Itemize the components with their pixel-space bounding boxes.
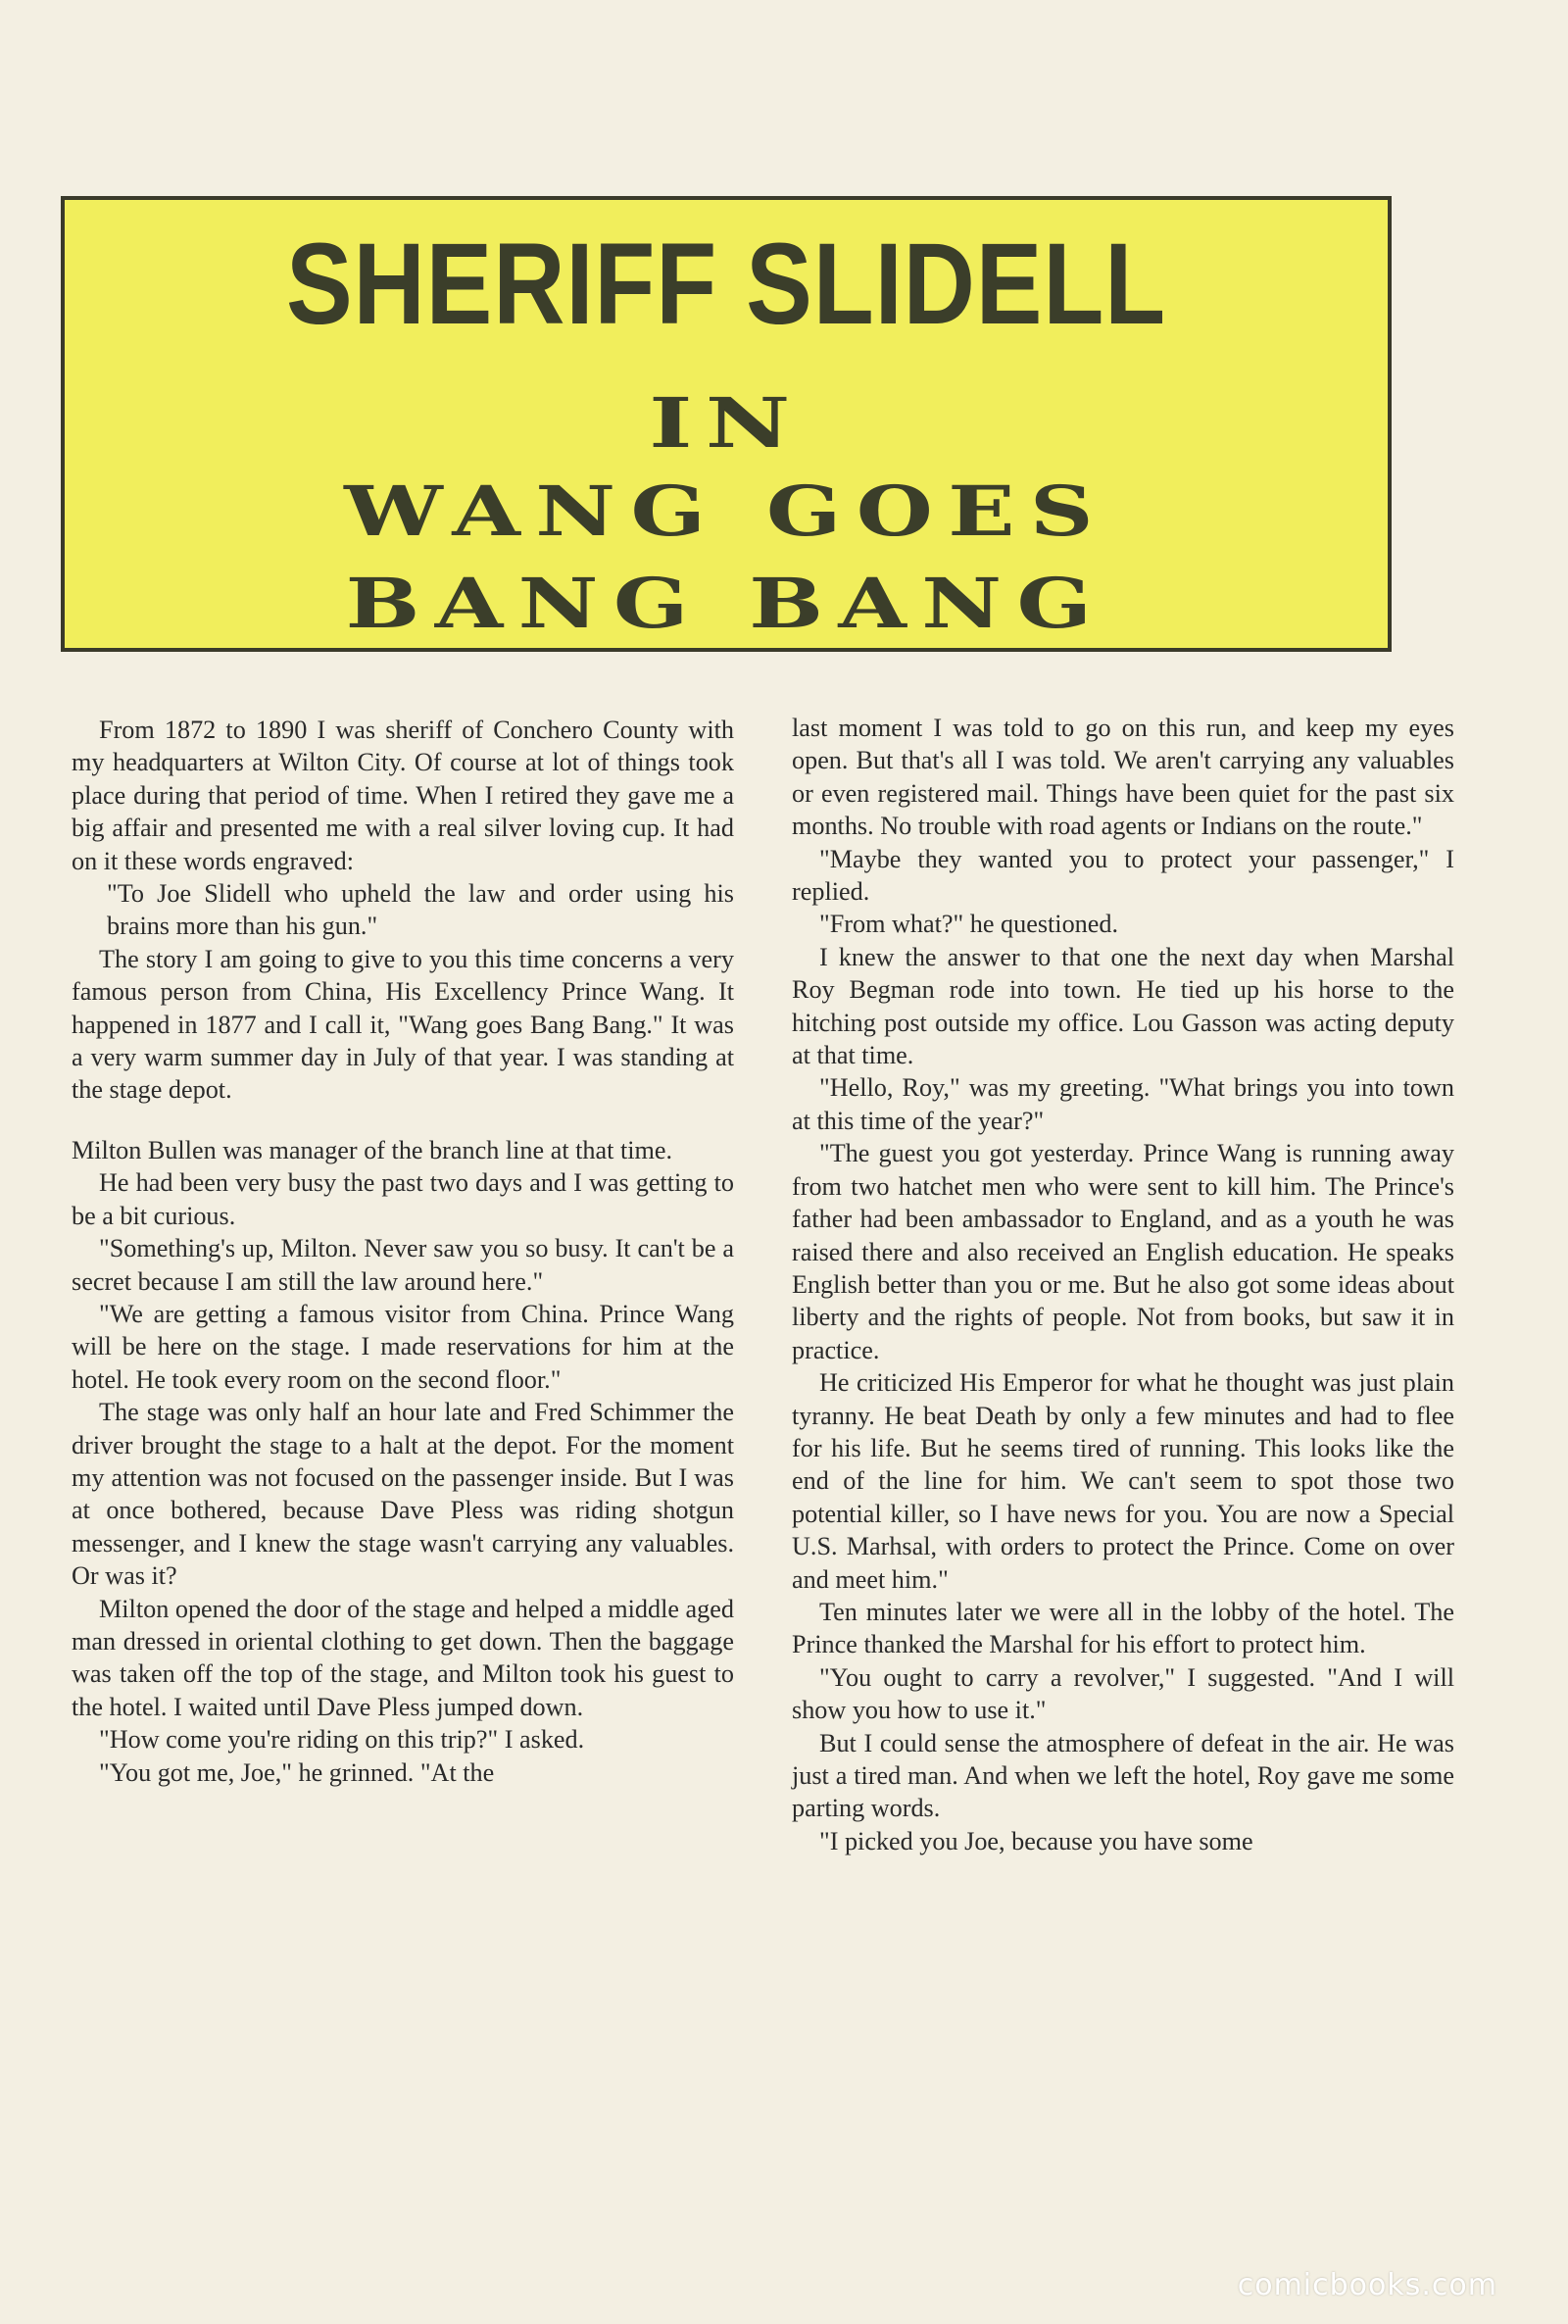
story-paragraph: "You got me, Joe," he grinned. "At the bbox=[99, 1757, 495, 1787]
story-paragraph: "You ought to carry a revolver," I suggested. "And I will show you how to use it." bbox=[792, 1662, 1454, 1725]
title-line-sheriff-slidell: SHERIFF SLIDELL bbox=[285, 220, 1167, 349]
story-paragraph: The story I am going to give to you this time concerns a very famous person from China, His Excellency Prince Wang. It happened in 1877 and I call it, "Wang goes Bang Bang." It was a very warm summer day in July of that year. I was standing at the stage depot. bbox=[72, 944, 734, 1105]
story-column-right bbox=[792, 712, 1454, 1857]
story-paragraph: "From what?" he questioned. bbox=[819, 910, 1119, 939]
story-paragraph: Milton Bullen was manager of the branch line at that time. bbox=[72, 1135, 673, 1164]
story-column-left bbox=[72, 714, 734, 1789]
story-paragraph: I knew the answer to that one the next day when Marshal Roy Begman rode into town. He tied up his horse to the hitching post outside my office. Lou Gasson was acting deputy at that time. bbox=[792, 942, 1454, 1070]
story-paragraph: "Something's up, Milton. Never saw you so busy. It can't be a secret because I am still the law around here." bbox=[72, 1234, 734, 1296]
story-paragraph: "Hello, Roy," was my greeting. "What brings you into town at this time of the year?" bbox=[792, 1073, 1454, 1135]
story-paragraph: From 1872 to 1890 I was sheriff of Conchero County with my headquarters at Wilton City. Of course at lot of things took place during that period of time. When I retired they gave me a big affair and presented me with a real silver loving cup. It had on it these words engraved: bbox=[72, 716, 734, 875]
title-panel bbox=[61, 196, 1392, 652]
story-paragraph: "We are getting a famous visitor from China. Prince Wang will be here on the stage. I made reservations for him at the hotel. He took every room on the second floor." bbox=[72, 1299, 734, 1394]
title-line-bang-bang: BANG BANG bbox=[345, 563, 1107, 644]
story-paragraph: Milton opened the door of the stage and helped a middle aged man dressed in oriental clothing to get down. Then the baggage was taken off the top of the stage, and Milton took his guest to the hotel. I waited until Dave Pless jumped down. bbox=[72, 1594, 734, 1721]
title-line-wang-goes: WANG GOES bbox=[344, 470, 1108, 552]
title-line-in: IN bbox=[649, 382, 804, 464]
story-paragraph: "How come you're riding on this trip?" I asked. bbox=[99, 1725, 585, 1755]
story-paragraph: Ten minutes later we were all in the lobby of the hotel. The Prince thanked the Marshal for his effort to protect him. bbox=[792, 1597, 1454, 1659]
story-paragraph: "I picked you Joe, because you have some bbox=[819, 1826, 1253, 1855]
story-paragraph: The stage was only half an hour late and Fred Schimmer the driver brought the stage to a halt at the depot. For the moment my attention was not focused on the passenger inside. But I was at once bothered, because Dave Pless was riding shotgun messenger, and I knew the stage wasn't carrying any valuables. Or was it? bbox=[72, 1398, 734, 1591]
engraving-quote: "To Joe Slidell who upheld the law and order using his brains more than his gun." bbox=[107, 879, 734, 941]
story-paragraph: He had been very busy the past two days and I was getting to be a bit curious. bbox=[72, 1168, 734, 1230]
story-paragraph: But I could sense the atmosphere of defeat in the air. He was just a tired man. And when we left the hotel, Roy gave me some parting words. bbox=[792, 1728, 1454, 1823]
story-paragraph: "The guest you got yesterday. Prince Wang is running away from two hatchet men who were sent to kill him. The Prince's father had been ambassador to England, and as a youth he was raised there and also received an English education. He speaks English better than you or me. But he also got some ideas about liberty and the rights of people. Not from books, but saw it in practice. bbox=[792, 1139, 1454, 1364]
story-paragraph: last moment I was told to go on this run, and keep my eyes open. But that's all I was told. We aren't carrying any valuables or even registered mail. Things have been quiet for the past six months. No trouble with road agents or Indians on the route." bbox=[792, 714, 1454, 841]
story-paragraph: He criticized His Emperor for what he thought was just plain tyranny. He beat Death by only a few minutes and had to flee for his life. But he seems tired of running. This looks like the end of the line for him. We can't seem to spot those two potential killer, so I have news for you. You are now a Special U.S. Marhsal, with orders to protect the Prince. Come on over and meet him." bbox=[792, 1368, 1454, 1594]
site-watermark: comicbooks.com bbox=[1237, 2268, 1497, 2302]
story-paragraph: "Maybe they wanted you to protect your passenger," I replied. bbox=[792, 844, 1454, 907]
